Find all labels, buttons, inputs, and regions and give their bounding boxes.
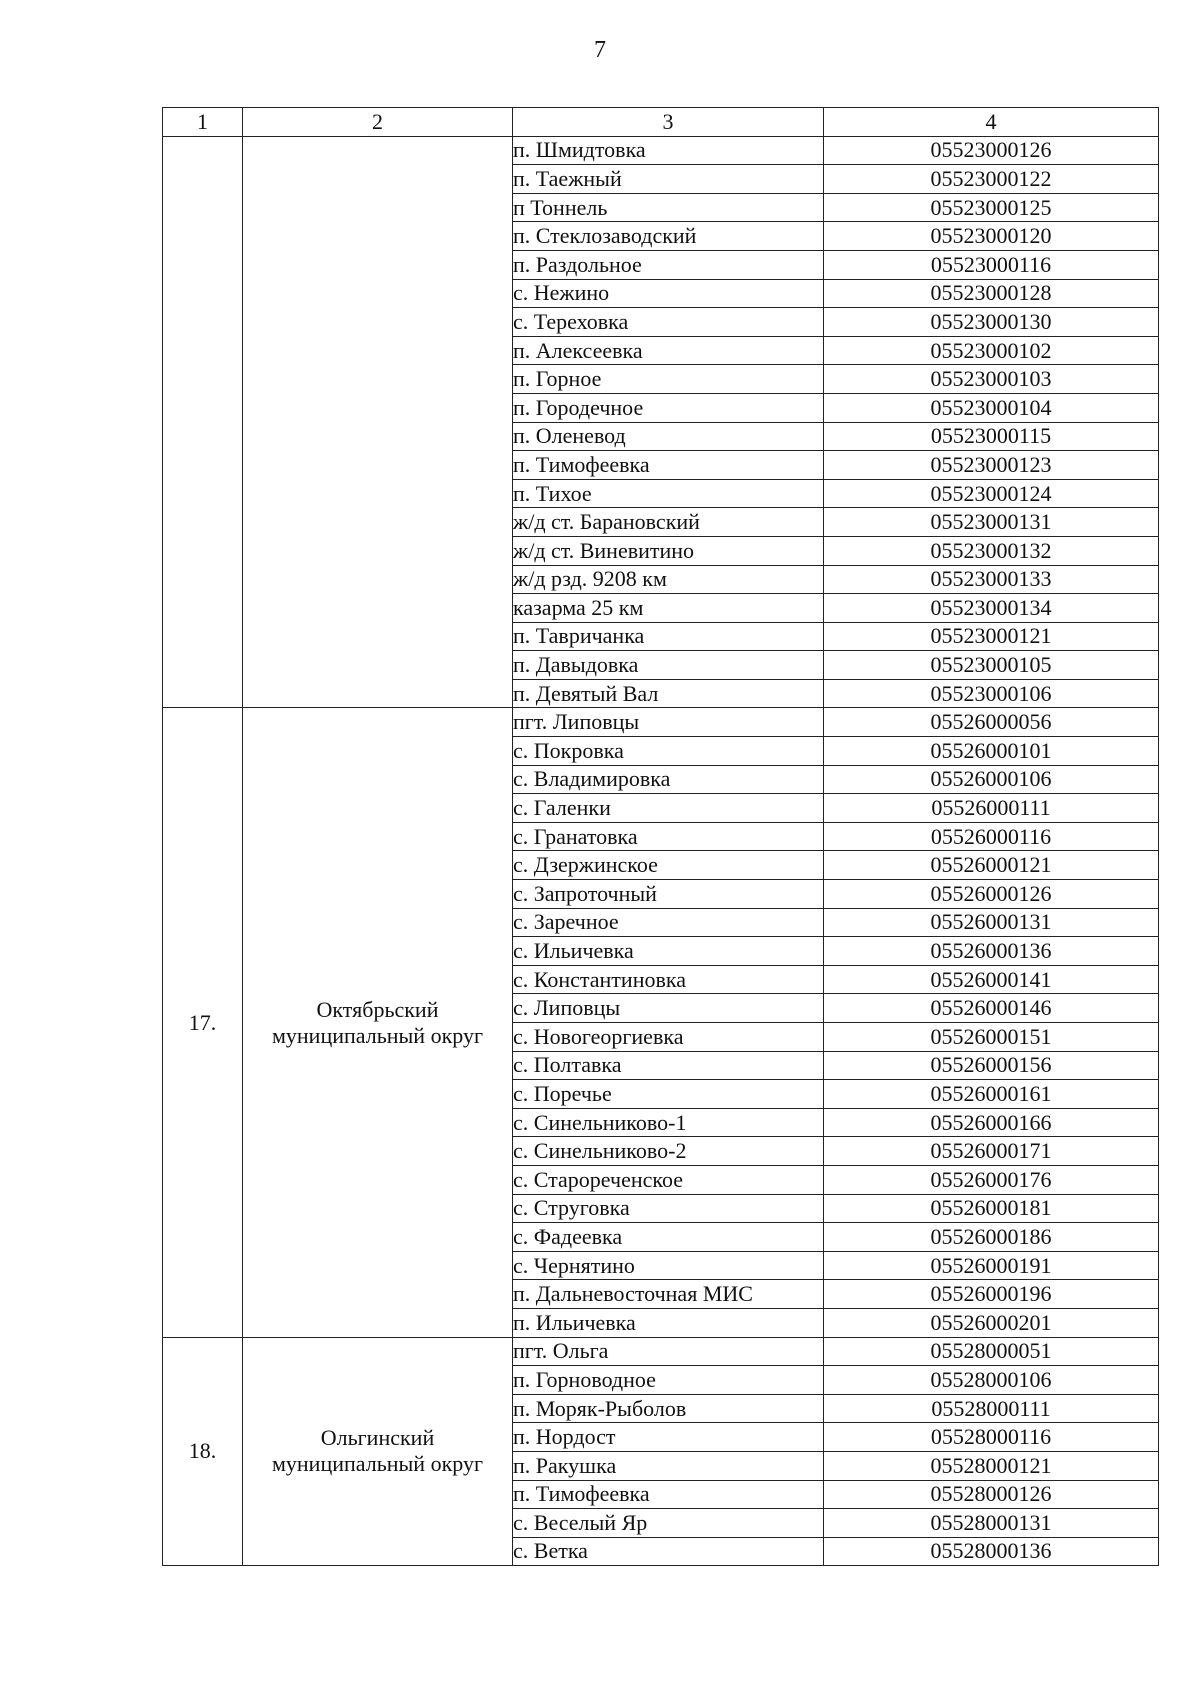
oktmo-code-cell: 05526000201 bbox=[824, 1308, 1159, 1337]
district-number-cell: 17. bbox=[163, 708, 243, 1337]
settlement-name-cell: с. Запроточный bbox=[513, 880, 824, 909]
district-name-cell bbox=[243, 136, 513, 708]
table-row bbox=[163, 136, 1159, 165]
oktmo-code-cell: 05523000105 bbox=[824, 651, 1159, 680]
oktmo-code-cell: 05526000141 bbox=[824, 965, 1159, 994]
settlement-name-cell: с. Полтавка bbox=[513, 1051, 824, 1080]
page-number: 7 bbox=[594, 37, 606, 63]
settlement-name-cell: ж/д ст. Виневитино bbox=[513, 536, 824, 565]
oktmo-code-cell: 05523000133 bbox=[824, 565, 1159, 594]
settlement-name-cell: с. Нежино bbox=[513, 279, 824, 308]
settlement-name-cell: с. Ветка bbox=[513, 1537, 824, 1566]
oktmo-code-cell: 05528000131 bbox=[824, 1509, 1159, 1538]
settlement-name-cell: п. Моряк-Рыболов bbox=[513, 1394, 824, 1423]
settlement-name-cell: п Тоннель bbox=[513, 193, 824, 222]
settlement-name-cell: с. Ильичевка bbox=[513, 937, 824, 966]
settlement-name-cell: с. Галенки bbox=[513, 794, 824, 823]
oktmo-code-cell: 05526000146 bbox=[824, 994, 1159, 1023]
district-number-cell bbox=[163, 136, 243, 708]
table-row bbox=[163, 1337, 1159, 1366]
column-header-3: 3 bbox=[513, 108, 824, 137]
oktmo-code-cell: 05528000051 bbox=[824, 1337, 1159, 1366]
oktmo-code-cell: 05526000176 bbox=[824, 1165, 1159, 1194]
settlement-name-cell: с. Синельниково-2 bbox=[513, 1137, 824, 1166]
settlement-name-cell: п. Тавричанка bbox=[513, 622, 824, 651]
oktmo-code-cell: 05523000123 bbox=[824, 451, 1159, 480]
settlement-name-cell: с. Покровка bbox=[513, 737, 824, 766]
settlement-name-cell: с. Старореченское bbox=[513, 1165, 824, 1194]
column-header-4: 4 bbox=[824, 108, 1159, 137]
district-number-cell: 18. bbox=[163, 1337, 243, 1566]
oktmo-code-cell: 05523000128 bbox=[824, 279, 1159, 308]
settlement-name-cell: п. Давыдовка bbox=[513, 651, 824, 680]
oktmo-code-cell: 05528000111 bbox=[824, 1394, 1159, 1423]
settlement-name-cell: с. Веселый Яр bbox=[513, 1509, 824, 1538]
settlement-name-cell: п. Тимофеевка bbox=[513, 1480, 824, 1509]
oktmo-code-cell: 05526000126 bbox=[824, 880, 1159, 909]
settlement-name-cell: с. Заречное bbox=[513, 908, 824, 937]
settlement-name-cell: п. Раздольное bbox=[513, 250, 824, 279]
oktmo-code-cell: 05526000121 bbox=[824, 851, 1159, 880]
settlement-name-cell: п. Тихое bbox=[513, 479, 824, 508]
oktmo-code-cell: 05528000126 bbox=[824, 1480, 1159, 1509]
settlement-name-cell: п. Ракушка bbox=[513, 1451, 824, 1480]
column-header-2: 2 bbox=[243, 108, 513, 137]
district-name-cell: Ольгинский муниципальный округ bbox=[243, 1337, 513, 1566]
oktmo-code-cell: 05526000136 bbox=[824, 937, 1159, 966]
settlement-name-cell: с. Синельниково-1 bbox=[513, 1108, 824, 1137]
district-name-cell: Октябрьский муниципальный округ bbox=[243, 708, 513, 1337]
settlement-name-cell: с. Липовцы bbox=[513, 994, 824, 1023]
oktmo-code-cell: 05526000116 bbox=[824, 822, 1159, 851]
settlement-name-cell: пгт. Ольга bbox=[513, 1337, 824, 1366]
oktmo-code-cell: 05523000106 bbox=[824, 679, 1159, 708]
settlement-name-cell: с. Константиновка bbox=[513, 965, 824, 994]
oktmo-code-cell: 05526000171 bbox=[824, 1137, 1159, 1166]
oktmo-code-cell: 05523000116 bbox=[824, 250, 1159, 279]
settlement-name-cell: с. Дзержинское bbox=[513, 851, 824, 880]
oktmo-code-cell: 05523000103 bbox=[824, 365, 1159, 394]
settlement-name-cell: с. Гранатовка bbox=[513, 822, 824, 851]
oktmo-code-cell: 05523000134 bbox=[824, 594, 1159, 623]
settlement-name-cell: с. Новогеоргиевка bbox=[513, 1023, 824, 1052]
oktmo-code-cell: 05523000125 bbox=[824, 193, 1159, 222]
settlement-name-cell: п. Городечное bbox=[513, 393, 824, 422]
oktmo-code-cell: 05528000106 bbox=[824, 1366, 1159, 1395]
settlement-name-cell: казарма 25 км bbox=[513, 594, 824, 623]
oktmo-code-cell: 05526000156 bbox=[824, 1051, 1159, 1080]
settlement-name-cell: с. Чернятино bbox=[513, 1251, 824, 1280]
table-body bbox=[163, 136, 1159, 1566]
settlement-name-cell: с. Владимировка bbox=[513, 765, 824, 794]
oktmo-code-cell: 05523000104 bbox=[824, 393, 1159, 422]
settlement-name-cell: п. Горное bbox=[513, 365, 824, 394]
oktmo-code-cell: 05526000131 bbox=[824, 908, 1159, 937]
settlement-name-cell: ж/д рзд. 9208 км bbox=[513, 565, 824, 594]
settlement-name-cell: п. Тимофеевка bbox=[513, 451, 824, 480]
oktmo-code-cell: 05526000196 bbox=[824, 1280, 1159, 1309]
oktmo-code-cell: 05523000122 bbox=[824, 165, 1159, 194]
oktmo-code-cell: 05523000102 bbox=[824, 336, 1159, 365]
column-header-1: 1 bbox=[163, 108, 243, 137]
settlement-name-cell: п. Нордост bbox=[513, 1423, 824, 1452]
oktmo-code-cell: 05528000121 bbox=[824, 1451, 1159, 1480]
oktmo-code-cell: 05526000151 bbox=[824, 1023, 1159, 1052]
settlement-name-cell: п. Оленевод bbox=[513, 422, 824, 451]
settlement-name-cell: п. Таежный bbox=[513, 165, 824, 194]
settlement-name-cell: п. Шмидтовка bbox=[513, 136, 824, 165]
settlement-name-cell: п. Ильичевка bbox=[513, 1308, 824, 1337]
settlement-name-cell: п. Дальневосточная МИС bbox=[513, 1280, 824, 1309]
oktmo-code-cell: 05523000132 bbox=[824, 536, 1159, 565]
oktmo-code-cell: 05523000131 bbox=[824, 508, 1159, 537]
oktmo-code-cell: 05526000056 bbox=[824, 708, 1159, 737]
settlement-name-cell: п. Горноводное bbox=[513, 1366, 824, 1395]
settlement-name-cell: ж/д ст. Барановский bbox=[513, 508, 824, 537]
oktmo-code-cell: 05526000111 bbox=[824, 794, 1159, 823]
column-number-header-row bbox=[163, 108, 1159, 137]
oktmo-code-cell: 05523000121 bbox=[824, 622, 1159, 651]
settlement-name-cell: с. Тереховка bbox=[513, 308, 824, 337]
settlement-name-cell: п. Алексеевка bbox=[513, 336, 824, 365]
oktmo-code-cell: 05526000161 bbox=[824, 1080, 1159, 1109]
oktmo-code-cell: 05528000136 bbox=[824, 1537, 1159, 1566]
settlement-name-cell: п. Девятый Вал bbox=[513, 679, 824, 708]
table-row bbox=[163, 708, 1159, 737]
oktmo-code-cell: 05526000186 bbox=[824, 1223, 1159, 1252]
oktmo-code-cell: 05523000126 bbox=[824, 136, 1159, 165]
oktmo-code-cell: 05526000101 bbox=[824, 737, 1159, 766]
oktmo-code-cell: 05523000120 bbox=[824, 222, 1159, 251]
oktmo-code-cell: 05526000181 bbox=[824, 1194, 1159, 1223]
oktmo-code-cell: 05528000116 bbox=[824, 1423, 1159, 1452]
oktmo-code-cell: 05526000106 bbox=[824, 765, 1159, 794]
settlements-table bbox=[162, 107, 1159, 1566]
oktmo-code-cell: 05523000124 bbox=[824, 479, 1159, 508]
oktmo-code-cell: 05526000191 bbox=[824, 1251, 1159, 1280]
oktmo-code-cell: 05526000166 bbox=[824, 1108, 1159, 1137]
oktmo-code-cell: 05523000130 bbox=[824, 308, 1159, 337]
settlement-name-cell: с. Фадеевка bbox=[513, 1223, 824, 1252]
oktmo-code-cell: 05523000115 bbox=[824, 422, 1159, 451]
settlement-name-cell: пгт. Липовцы bbox=[513, 708, 824, 737]
settlement-name-cell: с. Струговка bbox=[513, 1194, 824, 1223]
settlement-name-cell: п. Стеклозаводский bbox=[513, 222, 824, 251]
settlement-name-cell: с. Поречье bbox=[513, 1080, 824, 1109]
